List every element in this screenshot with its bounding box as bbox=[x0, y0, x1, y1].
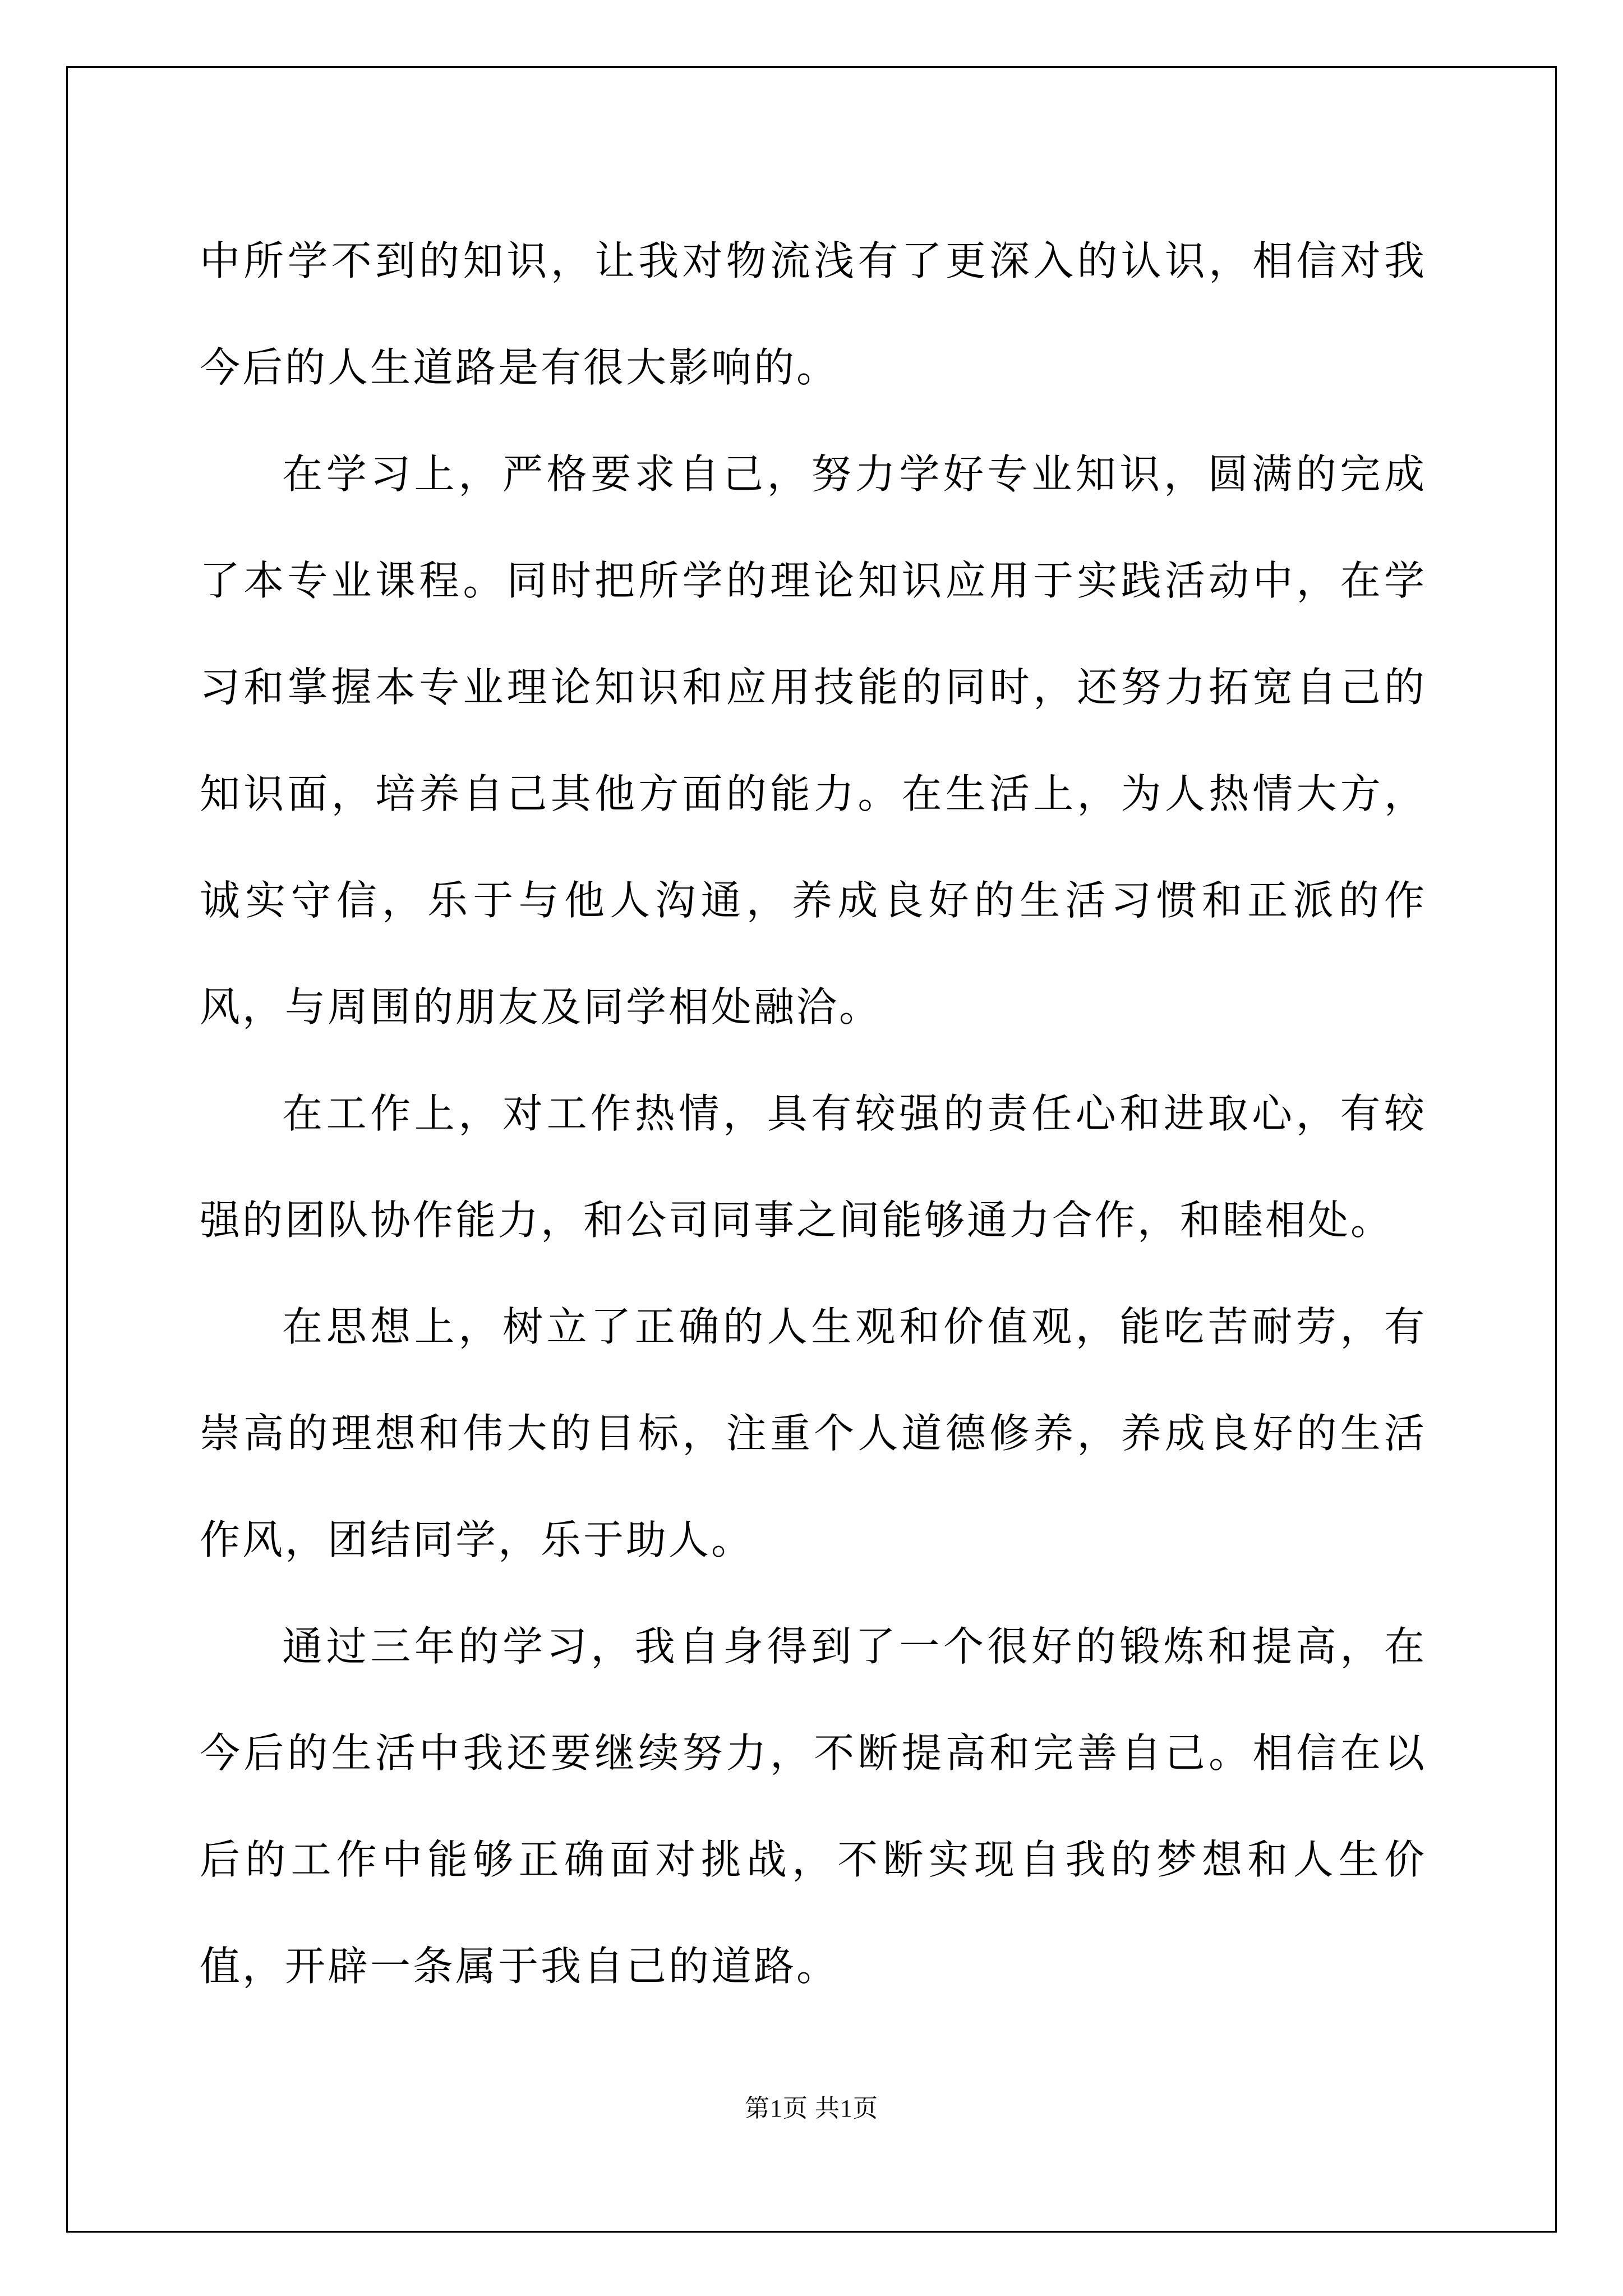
page-footer: 第1页 共1页 bbox=[745, 2095, 878, 2122]
paragraph-5: 通过三年的学习，我自身得到了一个很好的锻炼和提高，在今后的生活中我还要继续努力，不断提高和完善自己。相信在以后的工作中能够正确面对挑战，不断实现自我的梦想和人生价值，开辟一条属于我自己的道路。 bbox=[200, 1623, 1427, 1990]
paragraph-2: 在学习上，严格要求自己，努力学好专业知识，圆满的完成了本专业课程。同时把所学的理论知识应用于实践活动中，在学习和掌握本专业理论知识和应用技能的同时，还努力拓宽自己的知识面，培养自己其他方面的能力。在生活上，为人热情大方，诚实守信，乐于与他人沟通，养成良好的生活习惯和正派的作风，与周围的朋友及同学相处融洽。 bbox=[200, 450, 1427, 1030]
paragraph-4: 在思想上，树立了正确的人生观和价值观，能吃苦耐劳，有崇高的理想和伟大的目标，注重个人道德修养，养成良好的生活作风，团结同学，乐于助人。 bbox=[200, 1303, 1427, 1563]
paragraph-1: 中所学不到的知识，让我对物流浅有了更深入的认识，相信对我今后的人生道路是有很大影响的。 bbox=[200, 237, 1427, 391]
paragraph-3: 在工作上，对工作热情，具有较强的责任心和进取心，有较强的团队协作能力，和公司同事之间能够通力合作，和睦相处。 bbox=[200, 1090, 1427, 1244]
document-body bbox=[200, 208, 1427, 2019]
